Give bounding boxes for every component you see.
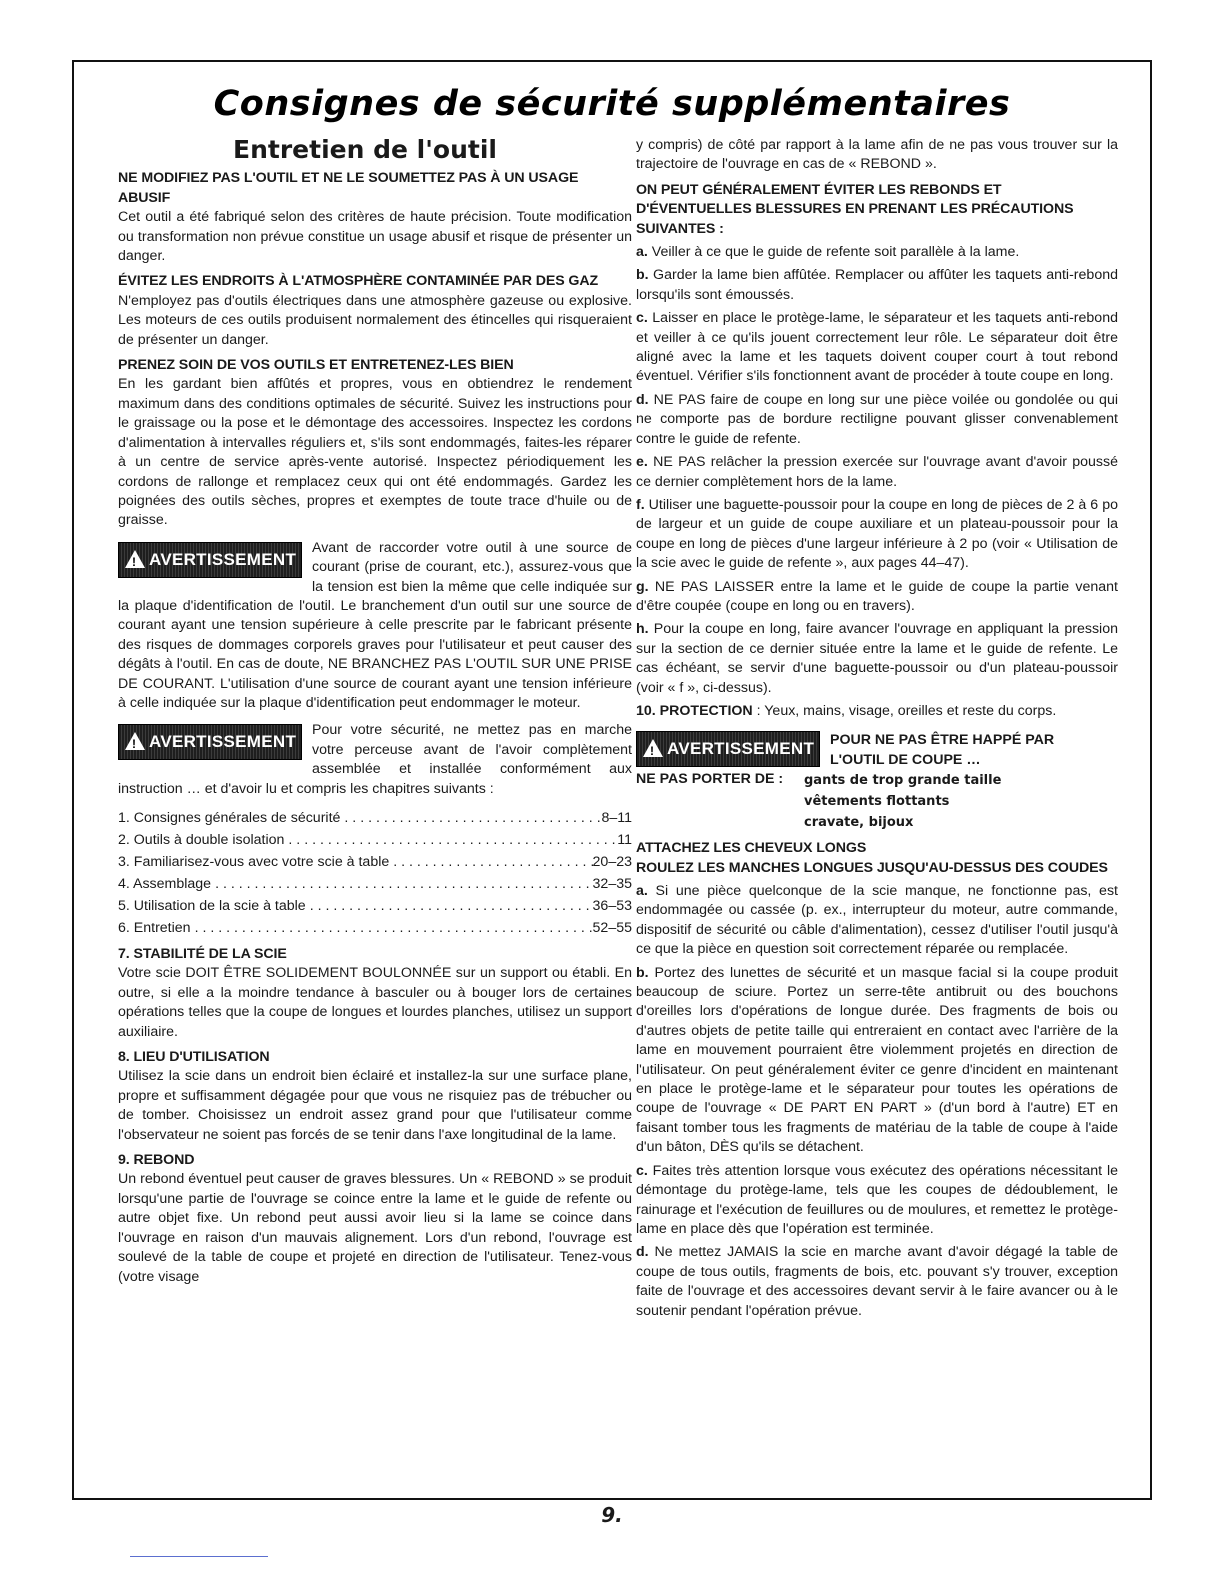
chapter-list	[118, 807, 632, 939]
list-item: vêtements flottants	[804, 794, 950, 810]
list-item: b. Garder la lame bien affûtée. Remplacer ou affûter les taquets anti-rebond lorsqu'ils sont émoussés.	[636, 267, 1118, 303]
warning-clothing-head: POUR NE PAS ÊTRE HAPPÉ PAR	[830, 732, 1055, 749]
page-frame	[72, 60, 1152, 1500]
list-item: c. Laisser en place le protège-lame, le séparateur et les taquets anti-rebond et veiller à ce qu'ils jouent correctement leur rôle. Le séparateur doit être aligné avec la lame et les taquets doivent couper court à tout rebond éventuel. Vérifier s'ils fonctionnent avant de procéder à toute coupe en long.	[636, 310, 1118, 385]
list-item: d. Ne mettez JAMAIS la scie en marche avant d'avoir dégagé la table de coupe de tous outils, fragments de bois, etc. pouvant s'y trouver, exception faite de l'ouvrage et des accessoires devant servir à le faire avancer ou à le soutenir pendant l'opération prévue.	[636, 1244, 1118, 1319]
paragraph-care: En les gardant bien affûtés et propres, vous en obtiendrez le rendement maximum dans des conditions optimales de sécurité. Suivez les instructions pour le graissage ou la pose et le démontage des accessoires. Inspectez les cordons d'alimentation à intervalles réguliers et, s'ils sont endommagés, faites-les réparer à un centre de service après-vente autorisé. Inspectez périodiquement les cordons de rallonge et remplacez ceux qui ont été endommagés. Gardez les poignées des outils sèches, propres et exemptes de toute trace d'huile ou de graisse.	[118, 376, 632, 529]
warning-triangle-icon	[125, 550, 145, 568]
heading-no-modify: NE MODIFIEZ PAS L'OUTIL ET NE LE SOUMETTEZ PAS À UN USAGE ABUSIF	[118, 170, 579, 206]
list-item: a. Si une pièce quelconque de la scie manque, ne fonctionne pas, est endommagée ou cassée (p. ex., interrupteur du moteur, autre commande, dispositif de sécurité ou câble d'alimentation), cessez d'utiliser l'outil jusqu'à ce que la pièce en question soit correctement réparée ou remplacée.	[636, 883, 1118, 958]
chapter-row: 1. Consignes générales de sécurité . . . 8–11	[118, 807, 632, 829]
heading-rebound: 9. REBOND	[118, 1152, 195, 1169]
list-item: b. Portez des lunettes de sécurité et un masque facial si la coupe produit beaucoup de sciure. Portez un serre-tête antibruit ou des bouchons d'oreilles lors d'opérations de longue durée. Des fragments de bois ou d'autres objets de petite taille qui entreraient en contact avec l'arrière de la lame en mouvement pourraient être violemment projetés en direction de l'utilisateur. On peut généralement éviter ce genre d'incident en maintenant en place le protège-lame et le séparateur pour toutes les opérations de coupe de l'ouvrage « DE PART EN PART » (d'un bord à l'autre) ET en faisant tomber tous les fragments de matériau de la table de coupe à l'aide d'un bâton, DÈS qu'ils se détachent.	[636, 964, 1118, 1156]
warning-assembly-text: Pour votre sécurité, ne mettez pas en marche votre perceuse avant de l'avoir complètement assemblée et installée conformément aux instruction … et d'avoir lu et compris les chapitres suivants :	[118, 722, 632, 797]
footer-rule	[130, 1556, 268, 1557]
paragraph-no-modify: Cet outil a été fabriqué selon des critères de haute précision. Toute modification ou transformation non prévue constitue un usage abusif et risque de présenter un danger.	[118, 209, 632, 265]
list-item: g. NE PAS LAISSER entre la lame et le guide de coupe la partie venant d'être coupée (coupe en long ou en travers).	[636, 578, 1118, 614]
list-item: c. Faites très attention lorsque vous exécutez des opérations nécessitant le démontage du protège-lame, tels que les coupes de dédoublement, le rainurage et l'exécution de feuillures ou de moulures, et remettez le protège-lame en place dès que l'opération est terminée.	[636, 1162, 1118, 1237]
warning-badge	[636, 731, 820, 767]
list-item: h. Pour la coupe en long, faire avancer l'ouvrage en appliquant la pression sur la section de ce dernier située entre la lame et le guide de refente. Le cas échéant, se servir d'une baguette-poussoir ou d'un plateau-poussoir (voir « f », ci-dessus).	[636, 621, 1118, 696]
list-item: e. NE PAS relâcher la pression exercée sur l'ouvrage avant d'avoir poussé ce dernier complètement hors de la lame.	[636, 454, 1118, 490]
paragraph-stability: Votre scie DOIT ÊTRE SOLIDEMENT BOULONNÉE sur un support ou établi. En outre, si elle a la moindre tendance à basculer ou à bouger lors de certaines opérations telles que la coupe de longues et lourdes planches, utilisez un support auxiliaire.	[118, 965, 632, 1040]
list-item: f. Utiliser une baguette-poussoir pour la coupe en long de pièces de 2 à 6 po de largeur et un guide de coupe auxiliare et un plateau-poussoir pour la coupe en long de pièces d'une largeur inférieure à 2 po (voir « Utilisation de la scie avec le guide de refente », aux pages 44–47).	[636, 496, 1118, 572]
heading-location: 8. LIEU D'UTILISATION	[118, 1049, 270, 1066]
protection-line: 10. PROTECTION : Yeux, mains, visage, oreilles et reste du corps.	[636, 702, 1057, 719]
chapter-row: 5. Utilisation de la scie à table . . . 36–53	[118, 895, 632, 917]
heading-sleeves: ROULEZ LES MANCHES LONGUES JUSQU'AU-DESSUS DES COUDES	[636, 859, 1108, 876]
heading-stability: 7. STABILITÉ DE LA SCIE	[118, 946, 287, 962]
list-item: gants de trop grande taille	[804, 773, 1002, 789]
chapter-row: 3. Familiarisez-vous avec votre scie à table . . . 20–23	[118, 851, 632, 873]
warning-badge	[118, 724, 302, 760]
page-title: Consignes de sécurité supplémentaires	[213, 84, 1011, 124]
paragraph-rebound-cont: y compris) de côté par rapport à la lame afin de ne pas vous trouver sur la trajectoire de l'ouvrage en cas de « REBOND ».	[636, 137, 1118, 173]
do-not-wear-label: NE PAS PORTER DE :	[636, 771, 784, 788]
heading-care: PRENEZ SOIN DE VOS OUTILS ET ENTRETENEZ-LES BIEN	[118, 357, 514, 374]
chapter-row: 2. Outils à double isolation . . . 11	[118, 829, 632, 851]
right-column	[636, 136, 1118, 1321]
warning-label: AVERTISSEMENT	[149, 549, 297, 569]
heading-hair: ATTACHEZ LES CHEVEUX LONGS	[636, 840, 867, 857]
chapter-row: 6. Entretien . . . 52–55	[118, 917, 632, 939]
warning-triangle-icon	[125, 732, 145, 750]
page-number: 9.	[601, 1503, 623, 1527]
warning-voltage	[118, 539, 632, 714]
chapter-row: 4. Assemblage . . . 32–35	[118, 873, 632, 895]
do-not-wear	[636, 770, 1118, 833]
warning-assembly	[118, 721, 632, 799]
warning-voltage-text: Avant de raccorder votre outil à une source de courant (prise de courant, etc.), assurez-vous que la tension est bien la même que celle indiquée sur la plaque d'identification de l'outil. Le branchement d'un outil sur une source de courant ayant une tension supérieure à celle prescrite par le fabricant présente des risques de dommages corporels graves pour l'utilisateur et peut causer des dégâts à l'outil. En cas de doute, NE BRANCHEZ PAS L'OUTIL SUR UNE PRISE DE COURANT. L'utilisation d'une source de courant ayant une tension inférieure à celle indiquée sur la plaque d'identification peut endommager le moteur.	[118, 539, 632, 711]
paragraph-rebound: Un rebond éventuel peut causer de graves blessures. Un « REBOND » se produit lorsqu'une partie de l'ouvrage se coince entre la lame et le guide de refente ou autre objet fixe. Un rebond peut aussi avoir lieu si la lame se coince dans l'ouvrage en raison d'un mauvais alignement. Lors d'un rebond, l'ouvrage est soulevé de la table de coupe et projeté en direction de l'utilisateur. Tenez-vous (votre visage	[118, 1171, 632, 1285]
list-item: d. NE PAS faire de coupe en long sur une pièce voilée ou gondolée ou qui ne comporte pas de bordure rectiligne pouvant glisser convenablement contre le guide de refente.	[636, 391, 1118, 447]
warning-clothing-head: L'OUTIL DE COUPE …	[830, 751, 981, 768]
warning-triangle-icon	[643, 739, 663, 757]
heading-gas: ÉVITEZ LES ENDROITS À L'ATMOSPHÈRE CONTAMINÉE PAR DES GAZ	[118, 273, 599, 290]
warning-clothing	[636, 729, 1118, 878]
warning-label: AVERTISSEMENT	[149, 732, 297, 752]
heading-avoid-rebound: ON PEUT GÉNÉRALEMENT ÉVITER LES REBONDS ET D'ÉVENTUELLES BLESSURES EN PRENANT LES PRÉCAUTIONS SUIVANTES :	[636, 181, 1074, 237]
paragraph-gas: N'employez pas d'outils électriques dans une atmosphère gazeuse ou explosive. Les moteurs de ces outils produisent normalement des étincelles qui risqueraient de présenter un danger.	[118, 292, 632, 348]
section-subtitle: Entretien de l'outil	[233, 135, 497, 164]
warning-badge	[118, 542, 302, 578]
warning-label: AVERTISSEMENT	[667, 739, 815, 759]
list-item: cravate, bijoux	[804, 815, 914, 831]
list-item: a. Veiller à ce que le guide de refente soit parallèle à la lame.	[636, 244, 1020, 261]
paragraph-location: Utilisez la scie dans un endroit bien éclairé et installez-la sur une surface plane, propre et suffisamment dégagée pour que vous ne risquiez pas de trébucher ou de tomber. Choisissez un endroit assez grand pour que l'utilisateur comme l'observateur ne soient pas forcés de se tenir dans l'axe longitudinal de la lame.	[118, 1068, 632, 1143]
left-column	[118, 135, 632, 1287]
